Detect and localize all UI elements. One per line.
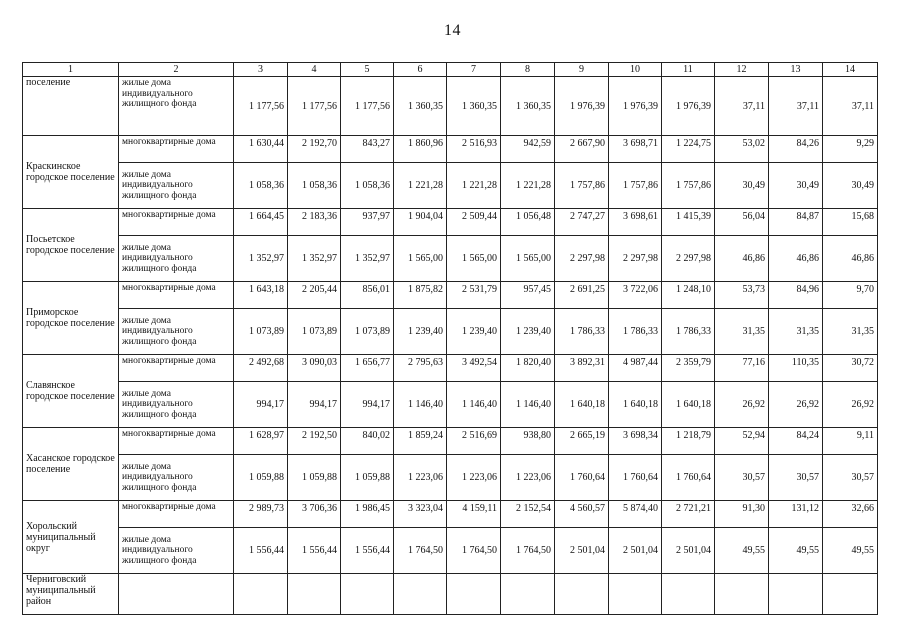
housing-type: жилые дома индивидуального жилищного фонда [119, 382, 234, 428]
tariff-value: 1 360,35 [447, 77, 501, 136]
tariff-value: 1 628,97 [234, 428, 288, 455]
tariff-value: 1 073,89 [288, 309, 341, 355]
tariff-value: 1 643,18 [234, 282, 288, 309]
column-header: 8 [501, 63, 555, 77]
tariff-value: 1 757,86 [662, 163, 715, 209]
empty-cell [288, 574, 341, 615]
tariff-value: 1 352,97 [288, 236, 341, 282]
tariff-value: 1 146,40 [447, 382, 501, 428]
tariff-value: 1 059,88 [288, 455, 341, 501]
table-row [23, 282, 878, 309]
tariff-value: 2 205,44 [288, 282, 341, 309]
tariff-value: 2 989,73 [234, 501, 288, 528]
tariff-value: 1 221,28 [501, 163, 555, 209]
tariff-value: 942,59 [501, 136, 555, 163]
table-header [23, 63, 878, 77]
column-header: 11 [662, 63, 715, 77]
tariff-value: 1 059,88 [341, 455, 394, 501]
tariff-value: 1 221,28 [394, 163, 447, 209]
tariff-value: 1 640,18 [609, 382, 662, 428]
tariff-value: 1 059,88 [234, 455, 288, 501]
empty-cell [662, 574, 715, 615]
tariff-value: 3 698,61 [609, 209, 662, 236]
settlement-name: Посьетское городское поселение [23, 209, 119, 282]
tariff-value: 1 764,50 [501, 528, 555, 574]
tariff-value: 91,30 [715, 501, 769, 528]
tariff-value: 2 152,54 [501, 501, 555, 528]
empty-cell [715, 574, 769, 615]
empty-cell [823, 574, 878, 615]
tariff-value: 2 516,93 [447, 136, 501, 163]
tariff-value: 1 177,56 [288, 77, 341, 136]
tariff-value: 26,92 [769, 382, 823, 428]
empty-cell [341, 574, 394, 615]
column-header: 10 [609, 63, 662, 77]
empty-cell [234, 574, 288, 615]
settlement-name: Хасанское городское поселение [23, 428, 119, 501]
table-row [23, 209, 878, 236]
tariff-value: 1 360,35 [501, 77, 555, 136]
tariff-value: 2 501,04 [662, 528, 715, 574]
settlement-name: Хорольский муниципальный округ [23, 501, 119, 574]
housing-type: жилые дома индивидуального жилищного фонда [119, 163, 234, 209]
tariff-value: 1 760,64 [555, 455, 609, 501]
housing-type: многоквартирные дома [119, 209, 234, 236]
column-header: 5 [341, 63, 394, 77]
tariff-value: 3 706,36 [288, 501, 341, 528]
tariff-value: 1 764,50 [394, 528, 447, 574]
empty-cell [394, 574, 447, 615]
tariff-value: 957,45 [501, 282, 555, 309]
table-row [23, 501, 878, 528]
empty-cell [609, 574, 662, 615]
tariff-value: 843,27 [341, 136, 394, 163]
settlement-name: Приморское городское поселение [23, 282, 119, 355]
tariff-value: 2 501,04 [609, 528, 662, 574]
tariff-value: 3 722,06 [609, 282, 662, 309]
tariff-value: 3 090,03 [288, 355, 341, 382]
empty-cell [769, 574, 823, 615]
tariff-value: 1 352,97 [234, 236, 288, 282]
tariff-value: 84,24 [769, 428, 823, 455]
tariff-value: 3 492,54 [447, 355, 501, 382]
tariff-value: 4 159,11 [447, 501, 501, 528]
table-body [23, 77, 878, 615]
column-header: 6 [394, 63, 447, 77]
settlement-name: поселение [23, 77, 119, 136]
tariff-value: 2 509,44 [447, 209, 501, 236]
housing-type: жилые дома индивидуального жилищного фонда [119, 528, 234, 574]
tariff-value: 1 360,35 [394, 77, 447, 136]
tariff-value: 1 630,44 [234, 136, 288, 163]
tariff-value: 1 859,24 [394, 428, 447, 455]
column-header: 9 [555, 63, 609, 77]
column-header: 7 [447, 63, 501, 77]
tariff-value: 2 183,36 [288, 209, 341, 236]
housing-type: жилые дома индивидуального жилищного фонда [119, 77, 234, 136]
tariff-value: 2 795,63 [394, 355, 447, 382]
tariff-value: 37,11 [715, 77, 769, 136]
tariff-value: 1 664,45 [234, 209, 288, 236]
tariff-value: 1 764,50 [447, 528, 501, 574]
tariff-value: 1 223,06 [501, 455, 555, 501]
tariff-value: 30,57 [823, 455, 878, 501]
settlement-name: Славянское городское поселение [23, 355, 119, 428]
tariff-value: 1 976,39 [662, 77, 715, 136]
table-row [23, 355, 878, 382]
tariff-value: 1 757,86 [609, 163, 662, 209]
tariff-value: 1 248,10 [662, 282, 715, 309]
tariff-value: 2 359,79 [662, 355, 715, 382]
tariff-value: 994,17 [234, 382, 288, 428]
page-number: 14 [444, 22, 461, 39]
tariff-value: 1 556,44 [341, 528, 394, 574]
empty-cell [501, 574, 555, 615]
tariff-value: 3 698,34 [609, 428, 662, 455]
tariff-value: 1 656,77 [341, 355, 394, 382]
tariff-value: 52,94 [715, 428, 769, 455]
table-row [23, 528, 878, 574]
tariff-value: 1 786,33 [609, 309, 662, 355]
table-row [23, 77, 878, 136]
tariff-value: 56,04 [715, 209, 769, 236]
column-header: 13 [769, 63, 823, 77]
tariff-value: 3 892,31 [555, 355, 609, 382]
tariff-value: 1 986,45 [341, 501, 394, 528]
tariff-value: 1 565,00 [394, 236, 447, 282]
tariff-value: 1 224,75 [662, 136, 715, 163]
table-row [23, 382, 878, 428]
tariff-value: 2 192,70 [288, 136, 341, 163]
tariff-value: 1 239,40 [501, 309, 555, 355]
tariff-value: 1 760,64 [662, 455, 715, 501]
tariff-value: 3 698,71 [609, 136, 662, 163]
tariff-value: 1 146,40 [501, 382, 555, 428]
tariff-value: 30,49 [823, 163, 878, 209]
tariff-value: 49,55 [769, 528, 823, 574]
housing-type: жилые дома индивидуального жилищного фонда [119, 309, 234, 355]
tariff-value: 1 976,39 [555, 77, 609, 136]
tariff-value: 26,92 [715, 382, 769, 428]
tariff-value: 2 721,21 [662, 501, 715, 528]
tariff-value: 1 565,00 [447, 236, 501, 282]
tariff-value: 1 760,64 [609, 455, 662, 501]
tariff-value: 46,86 [823, 236, 878, 282]
housing-type: многоквартирные дома [119, 282, 234, 309]
tariff-value: 2 747,27 [555, 209, 609, 236]
tariff-value: 1 218,79 [662, 428, 715, 455]
tariff-value: 938,80 [501, 428, 555, 455]
tariff-value: 2 691,25 [555, 282, 609, 309]
tariff-value: 2 665,19 [555, 428, 609, 455]
tariff-value: 1 556,44 [234, 528, 288, 574]
tariff-value: 1 058,36 [234, 163, 288, 209]
tariff-value: 31,35 [769, 309, 823, 355]
housing-type: многоквартирные дома [119, 428, 234, 455]
tariff-value: 840,02 [341, 428, 394, 455]
tariff-value: 1 786,33 [662, 309, 715, 355]
tariff-value: 5 874,40 [609, 501, 662, 528]
tariff-value: 994,17 [341, 382, 394, 428]
column-header: 4 [288, 63, 341, 77]
housing-type: жилые дома индивидуального жилищного фонда [119, 455, 234, 501]
tariff-value: 1 640,18 [555, 382, 609, 428]
column-header: 14 [823, 63, 878, 77]
tariff-value: 1 239,40 [447, 309, 501, 355]
tariff-value: 46,86 [715, 236, 769, 282]
tariff-value: 37,11 [823, 77, 878, 136]
tariff-value: 49,55 [715, 528, 769, 574]
tariff-value: 4 560,57 [555, 501, 609, 528]
tariff-value: 1 177,56 [234, 77, 288, 136]
tariff-value: 30,57 [715, 455, 769, 501]
tariff-value: 53,02 [715, 136, 769, 163]
housing-type: многоквартирные дома [119, 355, 234, 382]
tariff-value: 110,35 [769, 355, 823, 382]
tariff-value: 1 223,06 [394, 455, 447, 501]
tariff-value: 53,73 [715, 282, 769, 309]
tariff-value: 1 177,56 [341, 77, 394, 136]
tariff-value: 1 058,36 [341, 163, 394, 209]
tariff-value: 1 875,82 [394, 282, 447, 309]
empty-cell [119, 574, 234, 615]
tariff-value: 1 058,36 [288, 163, 341, 209]
tariff-value: 2 667,90 [555, 136, 609, 163]
tariff-value: 1 056,48 [501, 209, 555, 236]
column-header: 2 [119, 63, 234, 77]
tariff-value: 49,55 [823, 528, 878, 574]
tariff-table [22, 62, 878, 615]
tariff-value: 84,87 [769, 209, 823, 236]
tariff-value: 9,11 [823, 428, 878, 455]
tariff-value: 1 221,28 [447, 163, 501, 209]
tariff-value: 2 297,98 [662, 236, 715, 282]
tariff-value: 1 239,40 [394, 309, 447, 355]
tariff-value: 2 531,79 [447, 282, 501, 309]
tariff-value: 856,01 [341, 282, 394, 309]
table-row [23, 574, 878, 615]
tariff-value: 2 516,69 [447, 428, 501, 455]
tariff-value: 30,72 [823, 355, 878, 382]
tariff-value: 1 640,18 [662, 382, 715, 428]
tariff-value: 30,49 [715, 163, 769, 209]
tariff-value: 9,29 [823, 136, 878, 163]
tariff-value: 84,96 [769, 282, 823, 309]
tariff-value: 1 146,40 [394, 382, 447, 428]
housing-type: жилые дома индивидуального жилищного фонда [119, 236, 234, 282]
column-header: 1 [23, 63, 119, 77]
table-row [23, 136, 878, 163]
tariff-value: 1 820,40 [501, 355, 555, 382]
table-row [23, 309, 878, 355]
tariff-value: 15,68 [823, 209, 878, 236]
housing-type: многоквартирные дома [119, 501, 234, 528]
header-row [23, 63, 878, 77]
tariff-value: 31,35 [823, 309, 878, 355]
column-header: 3 [234, 63, 288, 77]
tariff-value: 46,86 [769, 236, 823, 282]
tariff-value: 1 904,04 [394, 209, 447, 236]
tariff-value: 2 297,98 [609, 236, 662, 282]
tariff-value: 2 492,68 [234, 355, 288, 382]
settlement-name: Черниговский муниципальный район [23, 574, 119, 615]
column-header: 12 [715, 63, 769, 77]
tariff-value: 1 415,39 [662, 209, 715, 236]
tariff-value: 30,57 [769, 455, 823, 501]
tariff-value: 1 073,89 [341, 309, 394, 355]
tariff-value: 4 987,44 [609, 355, 662, 382]
tariff-value: 32,66 [823, 501, 878, 528]
tariff-value: 2 297,98 [555, 236, 609, 282]
tariff-value: 37,11 [769, 77, 823, 136]
tariff-value: 30,49 [769, 163, 823, 209]
empty-cell [555, 574, 609, 615]
tariff-value: 1 860,96 [394, 136, 447, 163]
empty-cell [447, 574, 501, 615]
tariff-value: 31,35 [715, 309, 769, 355]
tariff-value: 1 757,86 [555, 163, 609, 209]
tariff-value: 994,17 [288, 382, 341, 428]
tariff-value: 1 073,89 [234, 309, 288, 355]
tariff-value: 1 565,00 [501, 236, 555, 282]
tariff-value: 2 192,50 [288, 428, 341, 455]
tariff-value: 1 223,06 [447, 455, 501, 501]
tariff-value: 2 501,04 [555, 528, 609, 574]
tariff-value: 1 786,33 [555, 309, 609, 355]
tariff-value: 131,12 [769, 501, 823, 528]
table-row [23, 236, 878, 282]
tariff-value: 1 976,39 [609, 77, 662, 136]
tariff-value: 1 352,97 [341, 236, 394, 282]
tariff-value: 9,70 [823, 282, 878, 309]
housing-type: многоквартирные дома [119, 136, 234, 163]
settlement-name: Краскинское городское поселение [23, 136, 119, 209]
tariff-value: 3 323,04 [394, 501, 447, 528]
tariff-value: 1 556,44 [288, 528, 341, 574]
table-row [23, 455, 878, 501]
tariff-value: 937,97 [341, 209, 394, 236]
tariff-value: 26,92 [823, 382, 878, 428]
tariff-value: 77,16 [715, 355, 769, 382]
table-row [23, 163, 878, 209]
table-row [23, 428, 878, 455]
tariff-value: 84,26 [769, 136, 823, 163]
